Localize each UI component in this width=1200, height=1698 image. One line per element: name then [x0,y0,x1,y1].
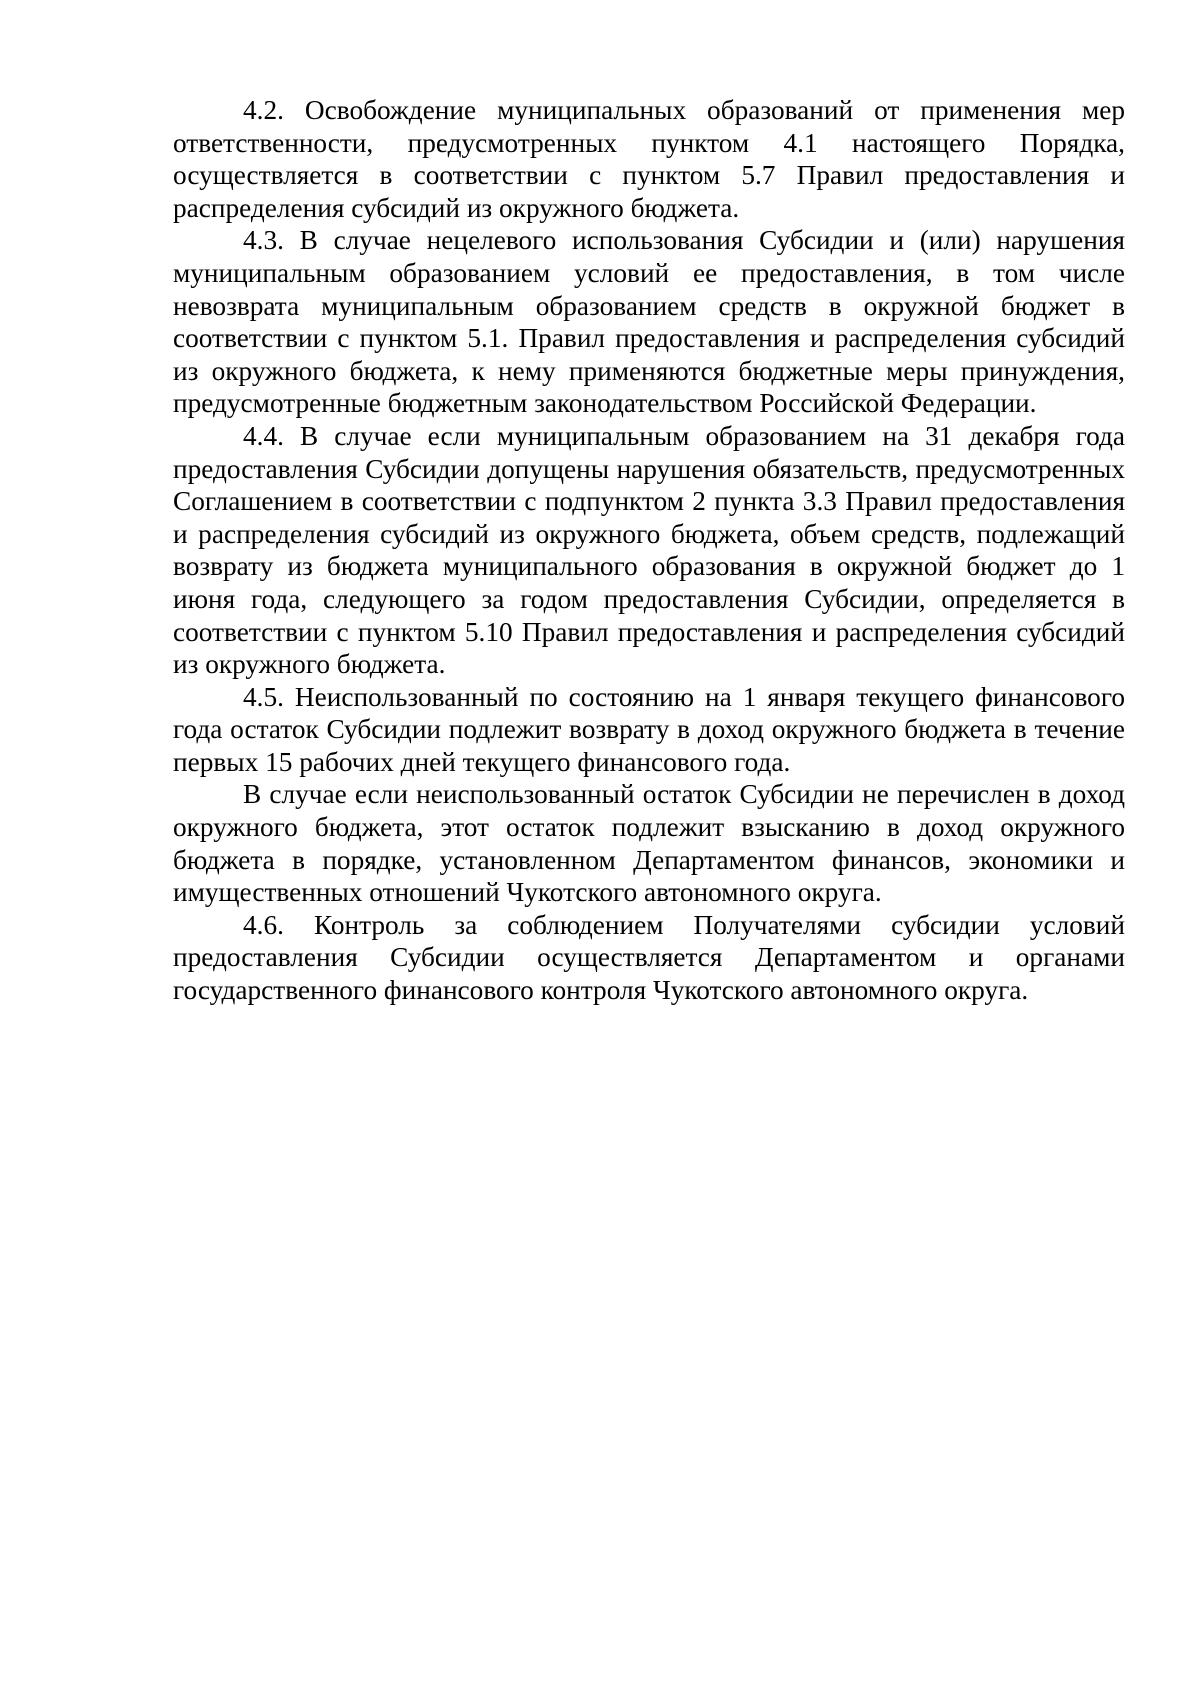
paragraph-4-2: 4.2. Освобождение муниципальных образований от применения мер ответственности, предусмотренных пунктом 4.1 настоящего Порядка, осуществляется в соответствии с пунктом 5.7 Правил предоставления и распределения субсидий из окружного бюджета. [173,95,1125,223]
paragraph-4-4: 4.4. В случае если муниципальным образованием на 31 декабря года предоставления Субсидии допущены нарушения обязательств, предусмотренных Соглашением в соответствии с подпунктом 2 пункта 3.3 Правил предоставления и распределения субсидий из окружного бюджета, объем средств, подлежащий возврату из бюджета муниципального образования в окружной бюджет до 1 июня года, следующего за годом предоставления Субсидии, определяется в соответствии с пунктом 5.10 Правил предоставления и распределения субсидий из окружного бюджета. [173,420,1125,680]
paragraph-4-3: 4.3. В случае нецелевого использования Субсидии и (или) нарушения муниципальным образованием условий ее предоставления, в том числе невозврата муниципальным образованием средств в окружной бюджет в соответствии с пунктом 5.1. Правил предоставления и распределения субсидий из окружного бюджета, к нему применяются бюджетные меры принуждения, предусмотренные бюджетным законодательством Российской Федерации. [173,225,1125,419]
document-body [173,94,1125,1007]
paragraph-4-5: 4.5. Неиспользованный по состоянию на 1 января текущего финансового года остаток Субсидии подлежит возврату в доход окружного бюджета в течение первых 15 рабочих дней текущего финансового года. [173,681,1125,777]
paragraph-4-5-continued: В случае если неиспользованный остаток Субсидии не перечислен в доход окружного бюджета, этот остаток подлежит взысканию в доход окружного бюджета в порядке, установленном Департаментом финансов, экономики и имущественных отношений Чукотского автономного округа. [173,779,1125,908]
paragraph-4-6: 4.6. Контроль за соблюдением Получателями субсидии условий предоставления Субсидии осуществляется Департаментом и органами государственного финансового контроля Чукотского автономного округа. [173,909,1125,1006]
